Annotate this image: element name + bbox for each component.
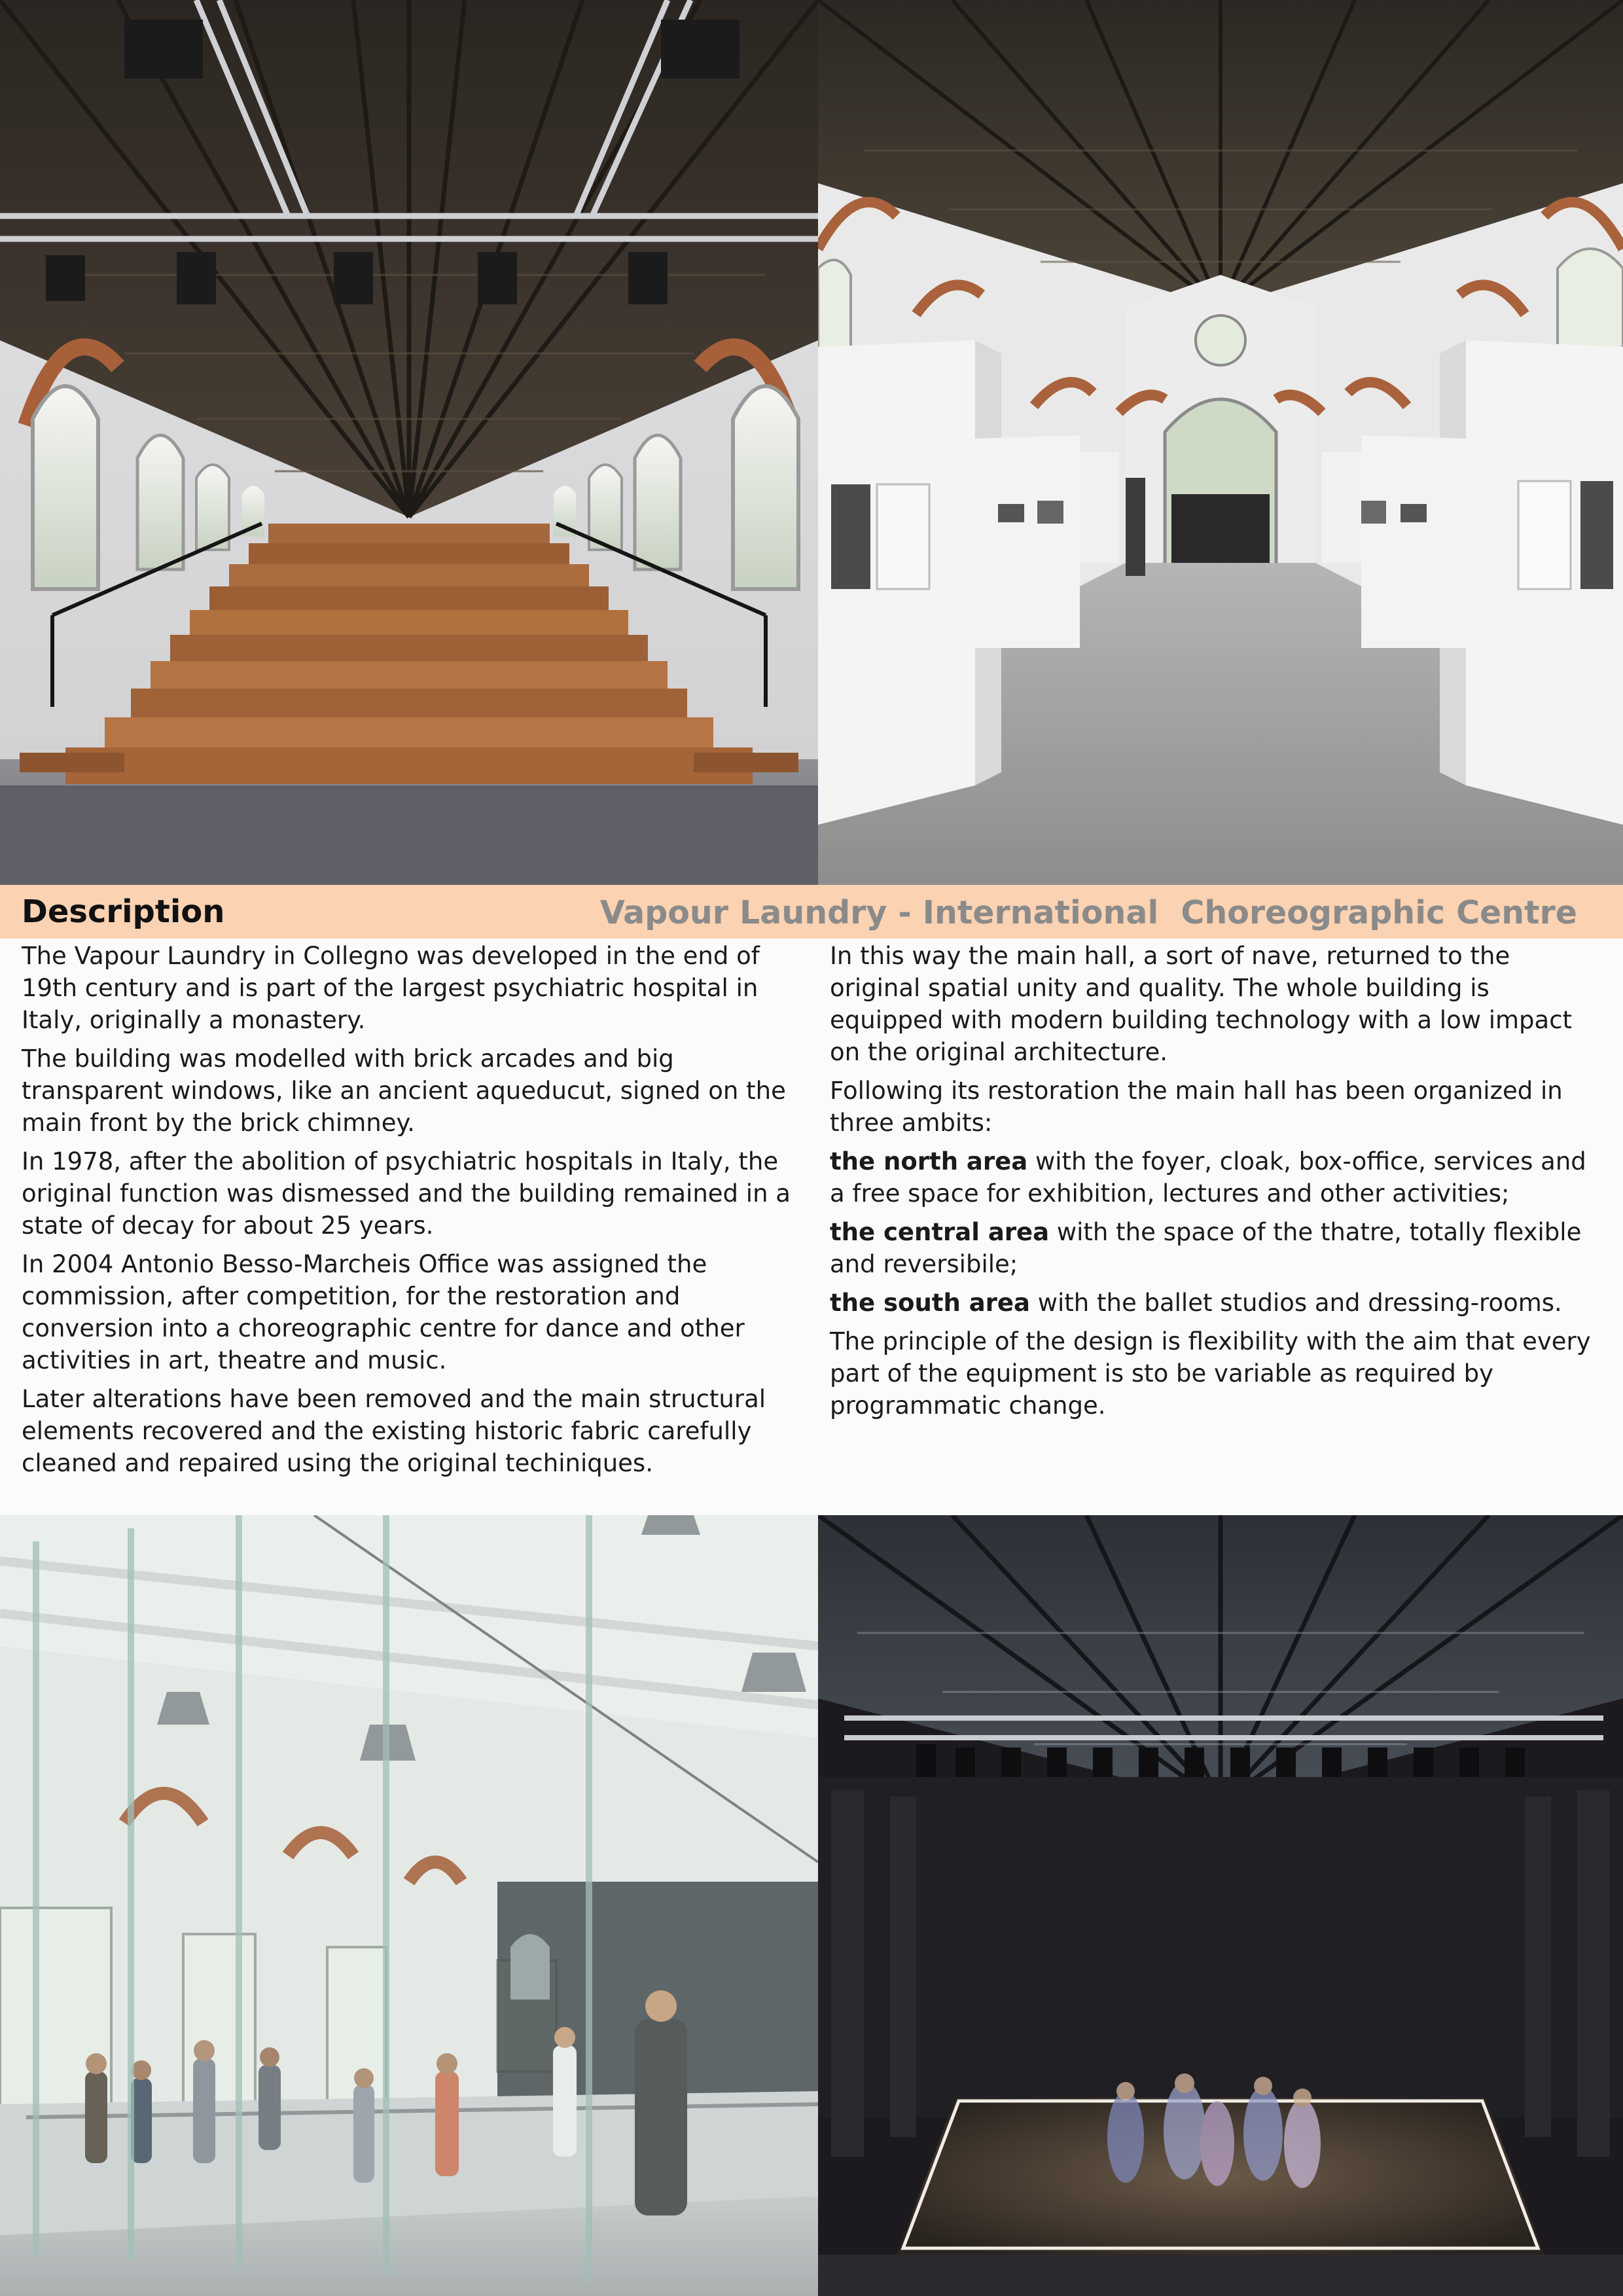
section-title: Description	[22, 893, 225, 930]
project-title: Vapour Laundry - International Choreographic Centre	[599, 894, 1577, 931]
description-left-column	[22, 940, 807, 1486]
paragraph: The Vapour Laundry in Collegno was developed in the end of 19th century and is part of the largest psychiatric hospital in Italy, originally a monastery.	[22, 942, 760, 1034]
photo-exhibition-hall	[818, 0, 1623, 885]
ambit-central	[830, 1216, 1602, 1280]
paragraph: In this way the main hall, a sort of nave, returned to the original spatial unity and quality. The whole building is equipped with modern building technology with a low impact on the original architecture.	[830, 942, 1573, 1066]
paragraph: The building was modelled with brick arcades and big transparent windows, like an ancient aqueducut, signed on the main front by the brick chimney.	[22, 1045, 786, 1137]
ambit-name: the central area	[830, 1218, 1050, 1246]
paragraph: Following its restoration the main hall has been organized in three ambits:	[830, 1077, 1563, 1137]
ambit-name: the south area	[830, 1289, 1030, 1317]
ambit-north	[830, 1145, 1602, 1210]
paragraph: Later alterations have been removed and the main structural elements recovered and the existing historic fabric carefully cleaned and repaired using the original techiniques.	[22, 1385, 766, 1477]
paragraph: In 2004 Antonio Besso-Marcheis Office was assigned the commission, after competition, for the restoration and conversion into a choreographic centre for dance and other activities in art, theatre and music.	[22, 1250, 745, 1374]
description-right-column	[830, 940, 1602, 1428]
ambit-name: the north area	[830, 1147, 1028, 1175]
ambit-south	[830, 1287, 1602, 1319]
photo-theatre-stage	[818, 1515, 1623, 2296]
ambit-text: with the ballet studios and dressing-rooms.	[1029, 1289, 1562, 1317]
ambit-text: with the foyer, cloak, box-office, services and a free space for exhibition, lectures and other activities;	[830, 1147, 1586, 1208]
photo-auditorium-seating	[0, 0, 818, 885]
paragraph: The principle of the design is flexibility with the aim that every part of the equipment is sto be variable as required by programmatic change.	[830, 1327, 1591, 1420]
paragraph: In 1978, after the abolition of psychiatric hospitals in Italy, the original function was dismessed and the building remained in a state of decay for about 25 years.	[22, 1147, 791, 1240]
photo-ballet-studio	[0, 1515, 818, 2296]
ambit-text: with the space of the thatre, totally flexible and reversibile;	[830, 1218, 1582, 1278]
